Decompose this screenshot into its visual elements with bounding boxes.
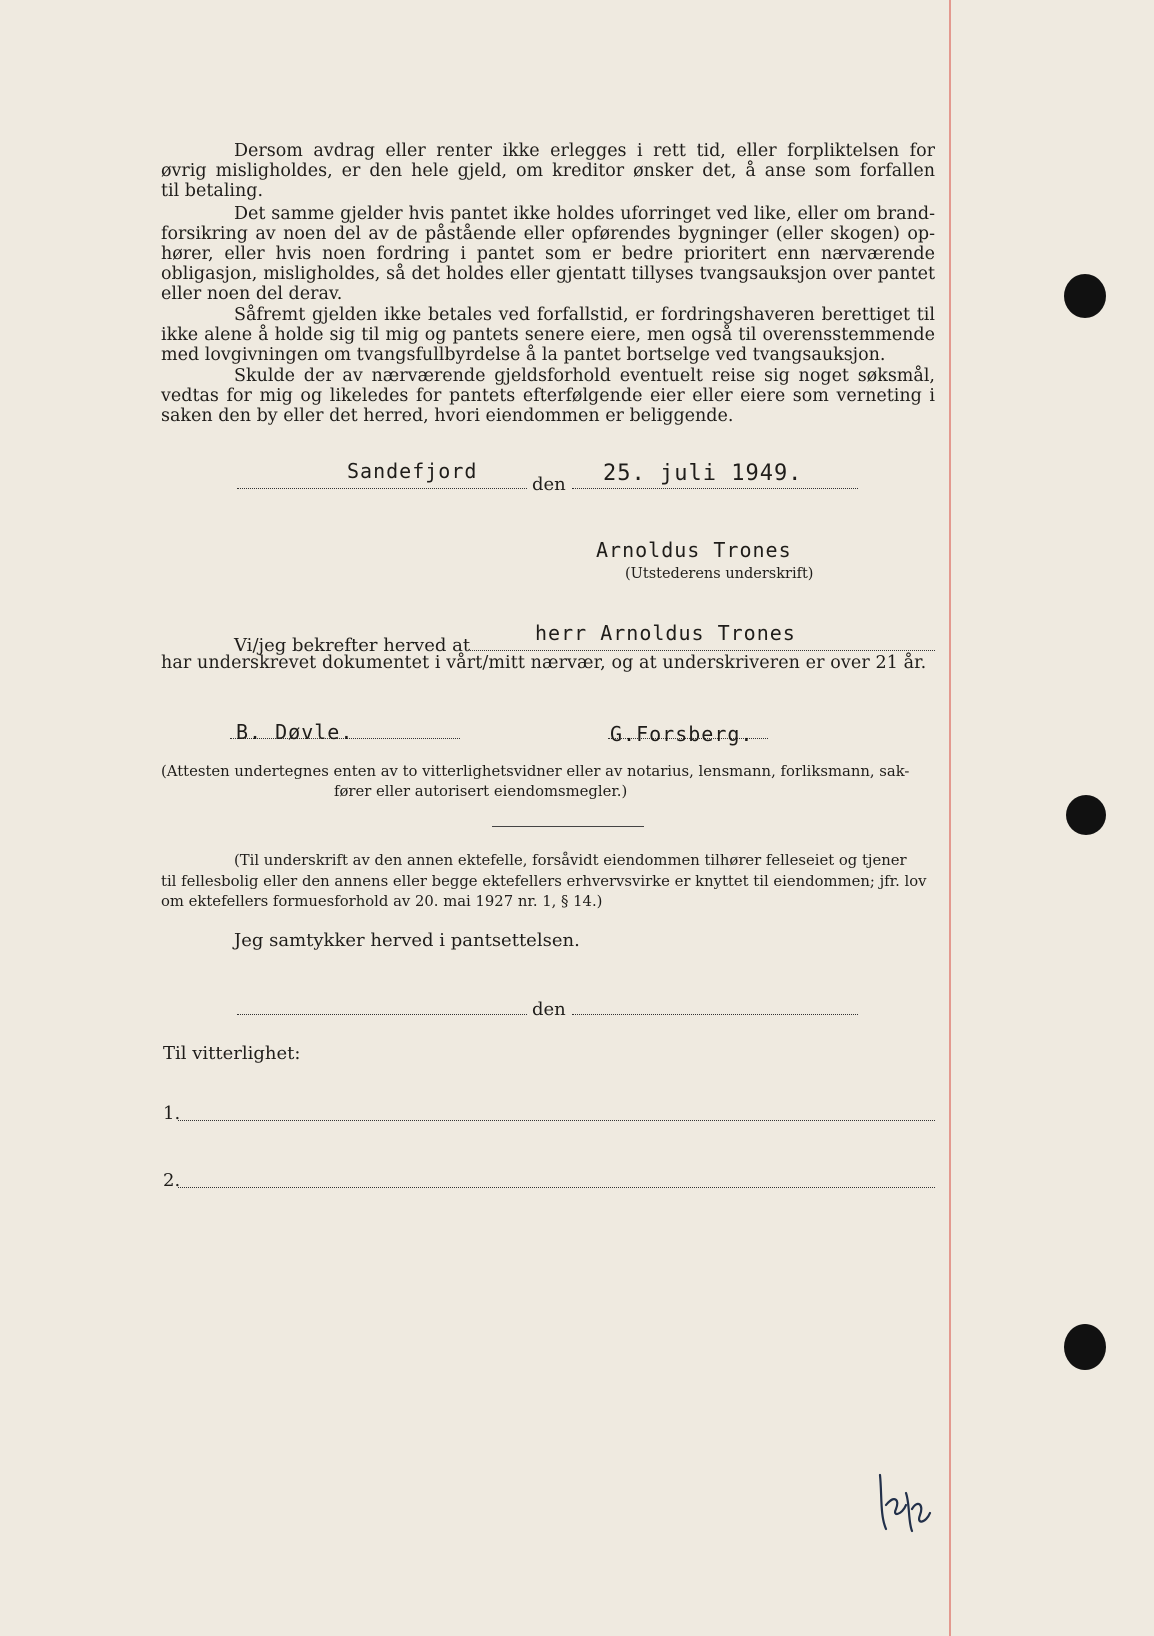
witness2-signature: G.Forsberg. [610,722,754,746]
paragraph-venue [161,366,935,426]
attest-note-line2: fører eller autorisert eiendomsmegler.) [334,783,628,800]
witnesses-heading: Til vitterlighet: [163,1043,301,1064]
text-line: forsikring av noen del av de påstående eller opførendes bygninger (eller skogen) op- [161,224,935,244]
text-line: obligasjon, misligholdes, så det holdes eller gjentatt tillyses tvangsauksjon over pantet [161,264,935,284]
spouse-note-line1: (Til underskrift av den annen ektefelle, forsåvidt eiendommen tilhører felleseiet og tjener [234,852,907,869]
punch-hole-middle [1066,795,1106,835]
attest-prefix: Vi/jeg bekrefter herved at [234,635,471,656]
text-line: vedtas for mig og likeledes for pantets efterfølgende eier eller eiere som verneting i [161,386,935,406]
attest-name-line [470,650,935,651]
date-line [572,488,858,489]
witness-number-1: 1. [163,1103,181,1124]
text-line: Skulde der av nærværende gjeldsforhold eventuelt reise sig noget søksmål, [234,366,935,386]
margin-line [949,0,951,1636]
place-typed: Sandefjord [347,459,478,483]
issuer-signature: Arnoldus Trones [596,538,792,562]
consent-den-label: den [532,999,566,1020]
handwritten-initials [872,1465,932,1537]
attest-statement: har underskrevet dokumentet i vårt/mitt nærvær, og at underskriveren er over 21 år. [161,653,927,673]
place-line [237,488,527,489]
witness-line-1 [178,1120,935,1121]
text-line: til betaling. [161,181,264,201]
text-line: ikke alene å holde sig til mig og pantets senere eiere, men også til overensstemmende [161,325,935,345]
punch-hole-top [1064,274,1106,318]
paragraph-default [161,141,935,201]
witness-number-2: 2. [163,1170,181,1191]
text-line: eller noen del derav. [161,284,343,304]
text-line: øvrig misligholdes, er den hele gjeld, om kreditor ønsker det, å anse som forfallen [161,161,935,181]
date-typed: 25. juli 1949. [603,461,803,486]
spouse-note-line2: til fellesbolig eller den annens eller begge ektefellers erhvervsvirke er knyttet til eiendommen; jfr. lov [161,873,927,890]
witness-line-2 [178,1187,935,1188]
separator-rule [492,826,644,827]
text-line: hører, eller hvis noen fordring i pantet som er bedre prioritert enn nærværende [161,244,935,264]
attest-typed-name: herr Arnoldus Trones [535,621,796,645]
text-line: Såfremt gjelden ikke betales ved forfallstid, er fordringshaveren berettiget til [234,305,935,325]
punch-hole-bottom [1064,1324,1106,1370]
consent-date-line [572,1014,858,1015]
text-line: saken den by eller det herred, hvori eiendommen er beliggende. [161,406,734,426]
signature-caption: (Utstederens underskrift) [625,566,814,582]
consent-text: Jeg samtykker herved i pantsettelsen. [234,930,580,951]
attest-note-line1: (Attesten undertegnes enten av to vitterlighetsvidner eller av notarius, lensmann, forliksmann, sak- [161,763,910,780]
den-label: den [532,474,566,495]
paragraph-security [161,204,935,304]
text-line: Det samme gjelder hvis pantet ikke holdes uforringet ved like, eller om brand- [234,204,935,224]
paragraph-due-date [161,305,935,365]
spouse-note-line3: om ektefellers formuesforhold av 20. mai 1927 nr. 1, § 14.) [161,893,603,910]
consent-place-line [237,1014,527,1015]
text-line: Dersom avdrag eller renter ikke erlegges i rett tid, eller forpliktelsen for [234,141,935,161]
text-line: med lovgivningen om tvangsfullbyrdelse å la pantet bortselge ved tvangsauksjon. [161,345,886,365]
witness1-signature: B. Døvle. [236,720,354,744]
